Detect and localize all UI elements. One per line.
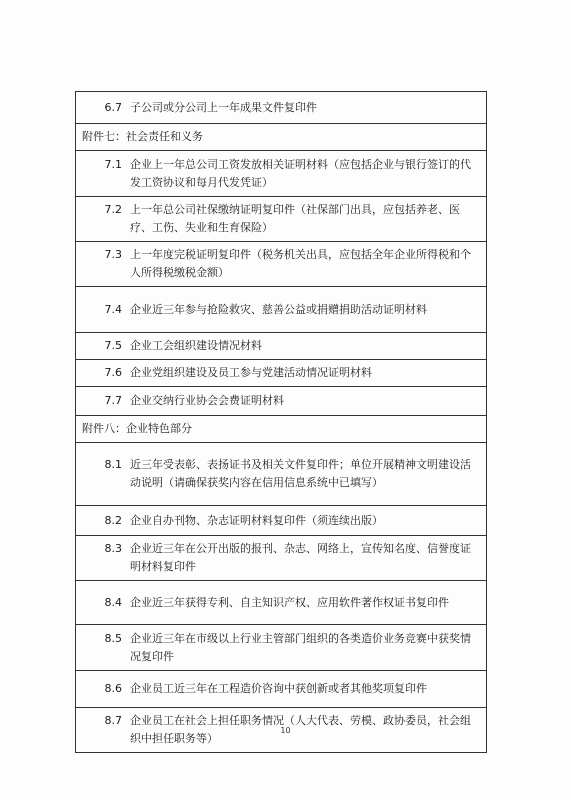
- table-row: [76, 197, 487, 242]
- item-text: 企业员工近三年在工程造价咨询中获创新或者其他奖项复印件: [130, 682, 427, 695]
- item-text: 企业自办刊物、杂志证明材料复印件（须连续出版）: [130, 513, 383, 527]
- item-number: 8.2: [104, 513, 122, 527]
- item-cell: [76, 671, 487, 708]
- table-row: [76, 671, 487, 708]
- item-number: 8.5: [104, 631, 122, 645]
- item-text: 上一年度完税证明复印件（税务机关出具，应包括全年企业所得税和个人所得税缴税金额）: [130, 248, 471, 279]
- item-content: [76, 388, 486, 414]
- table-row: [76, 506, 487, 536]
- item-content: [76, 536, 486, 580]
- item-text: 企业上一年总公司工资发放相关证明材料（应包括企业与银行签订的代发工资协议和每月代发凭证）: [130, 157, 471, 189]
- item-number: 8.1: [104, 458, 122, 471]
- item-number: 7.1: [104, 157, 122, 171]
- item-cell: [76, 360, 487, 387]
- item-text: 企业工会组织建设情况材料: [130, 339, 262, 352]
- item-content: [76, 242, 486, 286]
- item-content: [76, 676, 486, 702]
- item-text: 企业近三年在公开出版的报刊、杂志、网络上，宣传知名度、信誉度证明材料复印件: [130, 542, 471, 573]
- item-cell: [76, 387, 487, 416]
- item-number: 7.2: [104, 203, 122, 216]
- item-text: 企业近三年参与抢险救灾、慈善公益或捐赠捐助活动证明材料: [130, 302, 427, 316]
- item-content: [76, 197, 486, 241]
- page-number: 10: [280, 726, 291, 735]
- item-number: 7.5: [104, 339, 122, 352]
- item-content: [76, 95, 486, 121]
- item-content: [76, 508, 486, 534]
- table-body: [76, 92, 487, 753]
- item-content: [76, 360, 486, 386]
- item-cell: [76, 197, 487, 242]
- item-text: 企业交纳行业协会会费证明材料: [130, 394, 284, 407]
- table-row: [76, 333, 487, 360]
- item-number: 7.7: [104, 394, 122, 407]
- item-cell: [76, 536, 487, 581]
- item-text: 子公司或分公司上一年成果文件复印件: [130, 100, 317, 114]
- item-cell: [76, 506, 487, 536]
- item-cell: [76, 443, 487, 506]
- table-row: [76, 387, 487, 416]
- item-text: 上一年总公司社保缴纳证明复印件（社保部门出具，应包括养老、医疗、工伤、失业和生育保险）: [130, 203, 460, 234]
- item-text: 企业党组织建设及员工参与党建活动情况证明材料: [130, 366, 372, 379]
- table-row: [76, 151, 487, 197]
- item-content: [76, 452, 486, 496]
- item-text: 企业员工在社会上担任职务情况（人大代表、劳模、政协委员，社会组织中担任职务等）: [130, 714, 471, 745]
- item-number: 8.4: [104, 595, 122, 609]
- item-number: 8.3: [104, 542, 122, 555]
- item-content: [76, 590, 486, 616]
- item-content: [76, 152, 486, 196]
- item-content: [76, 626, 486, 670]
- item-number: 7.6: [104, 366, 122, 379]
- item-cell: [76, 625, 487, 671]
- item-number: 8.7: [104, 714, 122, 727]
- section-header-row: [76, 416, 487, 443]
- section-title: 附件八：企业特色部分: [76, 416, 487, 443]
- item-cell: [76, 92, 487, 124]
- item-number: 7.3: [104, 248, 122, 261]
- table-row: [76, 536, 487, 581]
- table-row: [76, 360, 487, 387]
- table-row: [76, 242, 487, 287]
- table-row: [76, 287, 487, 333]
- item-number: 8.6: [104, 682, 122, 695]
- item-number: 7.4: [104, 302, 122, 316]
- table-row: [76, 625, 487, 671]
- attachment-table: [75, 91, 487, 753]
- table-row: [76, 581, 487, 625]
- item-content: [76, 333, 486, 359]
- section-header-row: [76, 124, 487, 151]
- item-number: 6.7: [104, 100, 122, 114]
- table-row: [76, 443, 487, 506]
- item-content: [76, 297, 486, 323]
- item-text: 近三年受表彰、表扬证书及相关文件复印件；单位开展精神文明建设活动说明（请确保获奖内容在信用信息系统中已填写）: [130, 458, 471, 489]
- table-row: [76, 92, 487, 124]
- item-cell: [76, 333, 487, 360]
- section-title: 附件七：社会责任和义务: [76, 124, 487, 151]
- item-text: 企业近三年在市级以上行业主管部门组织的各类造价业务竞赛中获奖情况复印件: [130, 631, 471, 663]
- item-text: 企业近三年获得专利、自主知识产权、应用软件著作权证书复印件: [130, 595, 449, 609]
- item-cell: [76, 151, 487, 197]
- item-cell: [76, 242, 487, 287]
- item-cell: [76, 287, 487, 333]
- item-cell: [76, 581, 487, 625]
